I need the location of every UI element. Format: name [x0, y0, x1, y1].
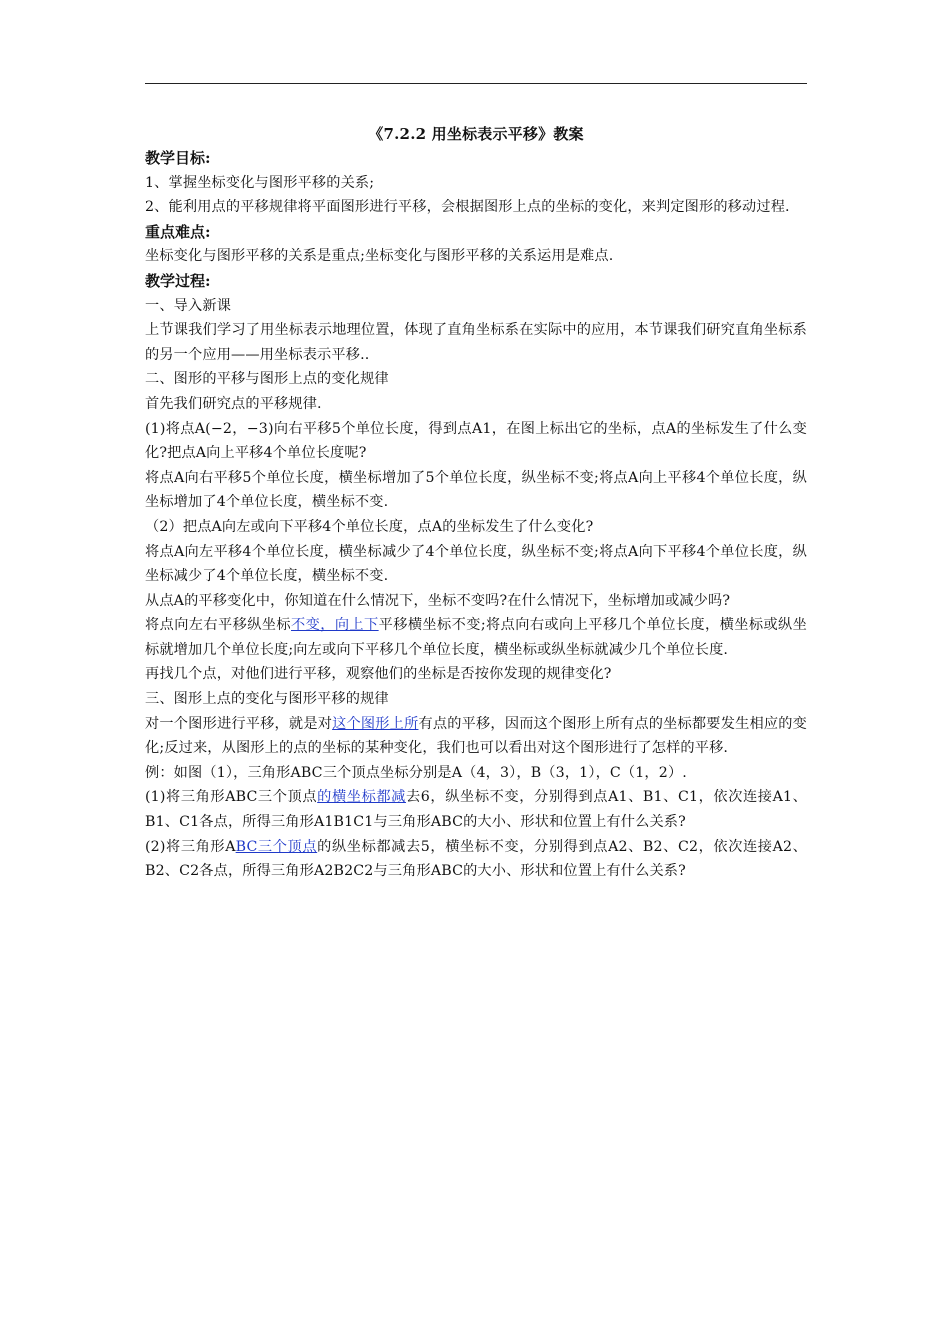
question-1: (1)将点A(−2，−3)向右平移5个单位长度，得到点A1，在图上标出它的坐标，点A的坐标发生了什么变化?把点A向上平移4个单位长度呢?	[145, 420, 807, 462]
part-1-heading: 一、导入新课	[145, 297, 232, 314]
figure-link[interactable]: 这个图形上所	[332, 715, 419, 732]
example-paragraph: 例：如图（1），三角形ABC三个顶点坐标分别是A（4，3），B（3，1），C（1，2）.	[145, 764, 687, 781]
rule-paragraph	[145, 613, 807, 662]
rule-text-pre: 将点向左右平移纵坐标	[145, 617, 292, 634]
section-heading-key-points: 重点难点:	[145, 222, 211, 241]
intro-paragraph: 上节课我们学习了用坐标表示地理位置，体现了直角坐标系在实际中的应用，本节课我们研究直角坐标系的另一个应用——用坐标表示平移..	[145, 322, 807, 363]
goal-item-2: 2、能利用点的平移规律将平面图形进行平移，会根据图形上点的坐标的变化，来判定图形的移动过程.	[145, 199, 790, 216]
question-2: （2）把点A向左或向下平移4个单位长度，点A的坐标发生了什么变化?	[145, 518, 594, 535]
header-rule	[145, 83, 807, 84]
goal-item-1: 1、掌握坐标变化与图形平移的关系;	[145, 174, 375, 191]
more-points-paragraph: 再找几个点，对他们进行平移，观察他们的坐标是否按你发现的规律变化?	[145, 666, 612, 683]
ex1-text-post: 去6，纵坐标不变，分别得到点A1、B1、C1，依次连接A1、B1、C1各点，所得三角形A1B1C1与三角形ABC的大小、形状和位置上有什么关系?	[145, 789, 807, 831]
answer-1: 将点A向右平移5个单位长度，横坐标增加了5个单位长度，纵坐标不变;将点A向上平移4个单位长度，纵坐标增加了4个单位长度，横坐标不变.	[145, 469, 807, 511]
figure-paragraph	[145, 712, 807, 761]
rule-link[interactable]: 不变，向上下	[291, 617, 379, 634]
rule-text-post: 平移横坐标不变;将点向右或向上平移几个单位长度，横坐标或纵坐标就增加几个单位长度;向左或向下平移几个单位长度，横坐标或纵坐标就减少几个单位长度.	[145, 617, 807, 658]
document-body	[145, 122, 807, 884]
section-heading-process: 教学过程:	[145, 271, 211, 290]
key-points-text: 坐标变化与图形平移的关系是重点;坐标变化与图形平移的关系运用是难点.	[145, 248, 614, 265]
example-question-1	[145, 785, 807, 834]
ex1-text-pre: (1)将三角形ABC三个顶点	[145, 789, 318, 806]
document-title: 《7.2.2 用坐标表示平移》教案	[368, 125, 584, 143]
ex2-text-post: 的纵坐标都减去5，横坐标不变，分别得到点A2、B2、C2，依次连接A2、B2、C2各点，所得三角形A2B2C2与三角形ABC的大小、形状和位置上有什么关系?	[145, 838, 807, 880]
example-question-2	[145, 835, 807, 884]
ex1-link[interactable]: 的横坐标都减	[317, 789, 406, 806]
ex2-link[interactable]: BC三个顶点	[235, 838, 318, 855]
section-heading-goals: 教学目标:	[145, 149, 211, 167]
figure-text-post: 有点的平移，因而这个图形上所有点的坐标都要发生相应的变化;反过来，从图形上的点的坐标的某种变化，我们也可以看出对这个图形进行了怎样的平移.	[145, 715, 808, 757]
ex2-text-pre: (2)将三角形A	[145, 838, 236, 855]
part-3-heading: 三、图形上点的变化与图形平移的规律	[145, 691, 389, 708]
study-paragraph: 首先我们研究点的平移规律.	[145, 395, 322, 412]
answer-2: 将点A向左平移4个单位长度，横坐标减少了4个单位长度，纵坐标不变;将点A向下平移4个单位长度，纵坐标减少了4个单位长度，横坐标不变.	[145, 543, 807, 585]
question-3: 从点A的平移变化中，你知道在什么情况下，坐标不变吗?在什么情况下，坐标增加或减少吗?	[145, 592, 731, 609]
part-2-heading: 二、图形的平移与图形上点的变化规律	[145, 371, 389, 388]
figure-text-pre: 对一个图形进行平移，就是对	[145, 715, 333, 732]
